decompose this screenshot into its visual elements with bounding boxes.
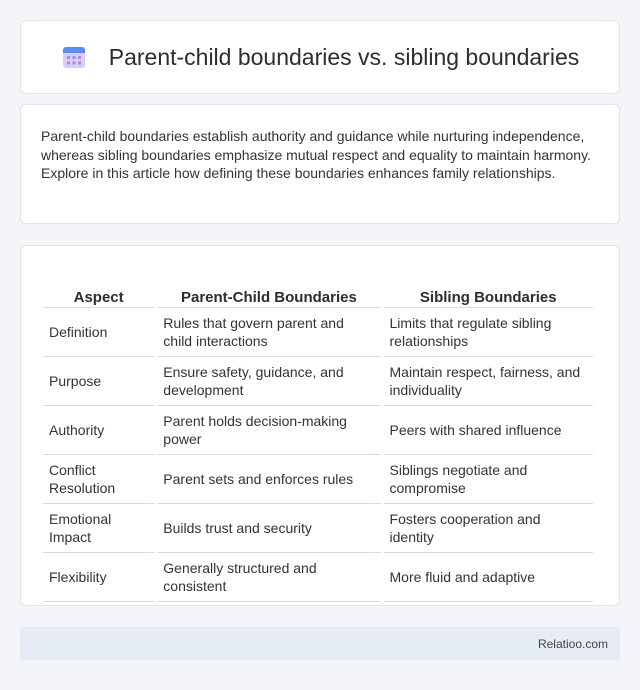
page-title: Parent-child boundaries vs. sibling boundaries [108, 43, 580, 70]
aspect-cell: Authority [43, 406, 154, 455]
parent-child-cell: Builds trust and security [157, 504, 380, 553]
aspect-cell: Conflict Resolution [43, 455, 154, 504]
parent-child-cell: Parent holds decision-making power [157, 406, 380, 455]
comparison-table [40, 266, 596, 602]
parent-child-cell: Generally structured and consistent [157, 553, 380, 602]
column-header-parent-child: Parent-Child Boundaries [157, 266, 380, 308]
sibling-cell: Limits that regulate sibling relationships [384, 308, 593, 357]
table-row [43, 308, 593, 357]
sibling-cell: Siblings negotiate and compromise [384, 455, 593, 504]
sibling-cell: Fosters cooperation and identity [384, 504, 593, 553]
table-row [43, 553, 593, 602]
table-row [43, 504, 593, 553]
table-header-row [43, 266, 593, 308]
intro-text: Parent-child boundaries establish authority and guidance while nurturing independence, whereas sibling boundaries emphasize mutual respect and equality to maintain harmony. Explore in this article how defining these boundaries enhances family relationships. [41, 128, 591, 181]
aspect-cell: Flexibility [43, 553, 154, 602]
aspect-cell: Emotional Impact [43, 504, 154, 553]
table-row [43, 406, 593, 455]
aspect-cell: Definition [43, 308, 154, 357]
parent-child-cell: Parent sets and enforces rules [157, 455, 380, 504]
title-card [20, 20, 620, 94]
footer [20, 627, 620, 660]
parent-child-cell: Ensure safety, guidance, and development [157, 357, 380, 406]
sibling-cell: Peers with shared influence [384, 406, 593, 455]
column-header-sibling: Sibling Boundaries [384, 266, 593, 308]
comparison-table-card [20, 245, 620, 606]
table-row [43, 357, 593, 406]
calendar-icon [61, 44, 87, 70]
footer-brand: Relatioo.com [537, 636, 608, 651]
sibling-cell: More fluid and adaptive [384, 553, 593, 602]
aspect-cell: Purpose [43, 357, 154, 406]
table-row [43, 455, 593, 504]
parent-child-cell: Rules that govern parent and child interactions [157, 308, 380, 357]
column-header-aspect: Aspect [43, 266, 154, 308]
intro-card [20, 104, 620, 224]
sibling-cell: Maintain respect, fairness, and individuality [384, 357, 593, 406]
